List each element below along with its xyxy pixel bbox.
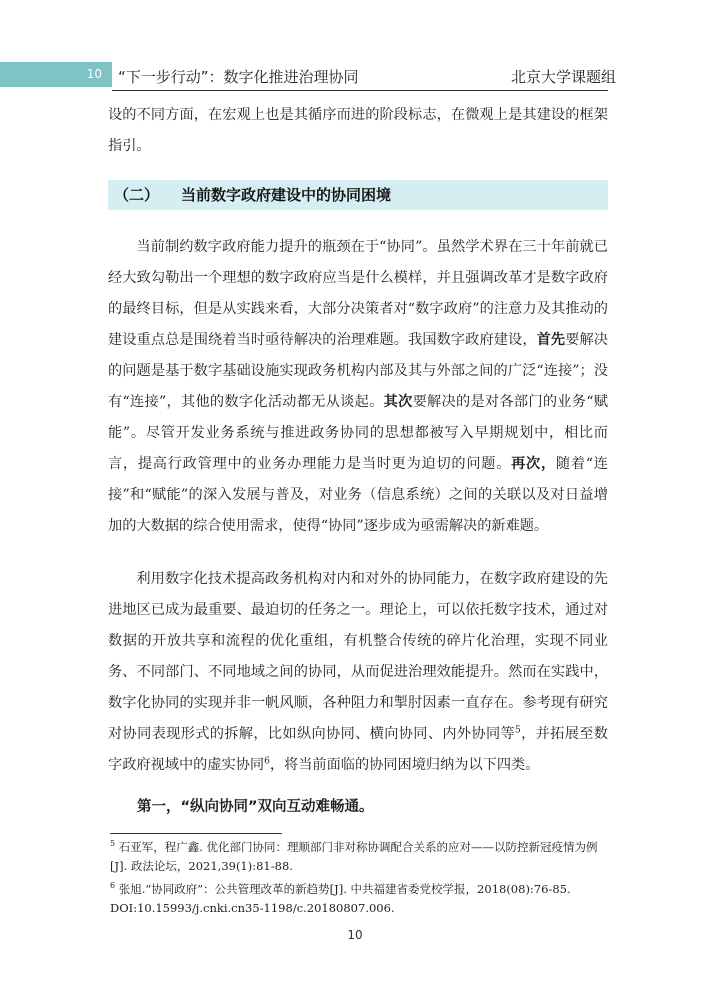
para1-part4: 随着“连接”和“赋能”的深入发展与普及，对业务（信息系统）之间的关联以及对日益增加的大数据的综合使用需求，使得“协同”逐步成为亟需解决的新难题。 [108,456,608,534]
footnote-number: 6 [110,881,116,891]
para1-bold-second: 其次 [383,394,413,410]
intro-continuation: 设的不同方面，在宏观上也是其循序而进的阶段标志，在微观上是其建设的框架指引。 [108,107,608,154]
subheading-first: 第一，“纵向协同”双向互动难畅通。 [137,799,374,815]
footnote-text: 石亚军，程广鑫. 优化部门协同：理顺部门非对称协调配合关系的应对——以防控新冠疫情为例[J]. 政法论坛，2021,39(1):81-88. [110,840,598,873]
org-name: 北京大学课题组 [510,68,616,86]
footnotes [110,838,608,922]
footnote-ref-6[interactable]: 6 [264,756,270,767]
para2-text2: ，并拓展至数字政府视域中的虚实协同 [108,726,608,773]
footnote-5 [110,838,608,876]
footnote-6 [110,880,608,918]
para1-bold-third: 再次， [511,456,556,472]
para2-text3: ，将当前面临的协同困境归纳为以下四类。 [269,757,540,773]
footnote-text: 张旭.“协同政府”：公共管理改革的新趋势[J]. 中共福建省委党校学报，2018(08):76-85. DOI:10.15993/j.cnki.cn35-1198/c.20180807.006. [110,882,571,915]
paragraph-2 [108,564,608,781]
header-rule [112,90,608,91]
footnote-number: 5 [110,839,116,849]
page-number: 10 [347,928,363,942]
para2-text1: 利用数字化技术提高政务机构对内和对外的协同能力，在数字政府建设的先进地区已成为最重要、最迫切的任务之一。理论上，可以依托数字技术，通过对数据的开放共享和流程的优化重组，有机整合传统的碎片化治理，实现不同业务、不同部门、不同地域之间的协同，从而促进治理效能提升。然而在实践中，数字化协同的实现并非一帆风顺，各种阻力和掣肘因素一直存在。参考现有研究对协同表现形式的拆解，比如纵向协同、横向协同、内外协同等 [108,571,608,742]
footnote-ref-5[interactable]: 5 [515,725,521,736]
section-title: 当前数字政府建设中的协同困境 [181,186,392,204]
section-heading [108,180,608,210]
footnote-rule [110,833,282,834]
para1-part1: 当前制约数字政府能力提升的瓶颈在于“协同”。虽然学术界在三十年前就已经大致勾勒出一个理想的数字政府应当是什么模样，并且强调改革才是数字政府的最终目标，但是从实践来看，大部分决策者对“数字政府”的注意力及其推动的建设重点总是围绕着当时亟待解决的治理难题。我国数字政府建设， [108,239,608,348]
running-title: “下一步行动”：数字化推进治理协同 [118,68,359,86]
para1-part2: 要解决的问题是基于数字基础设施实现政务机构内部及其与外部之间的广泛“连接”；没有“连接”，其他的数字化活动都无从谈起。 [108,332,608,410]
para1-part3: 要解决的是对各部门的业务“赋能”。尽管开发业务系统与推进政务协同的思想都被写入早期规划中，相比而言，提高行政管理中的业务办理能力是当时更为迫切的问题。 [108,394,608,472]
paragraph-1 [108,232,608,542]
page-tab: 10 [0,62,112,87]
main-content [108,100,608,816]
section-number: （二） [114,186,160,204]
para1-bold-first: 首先 [536,332,566,348]
